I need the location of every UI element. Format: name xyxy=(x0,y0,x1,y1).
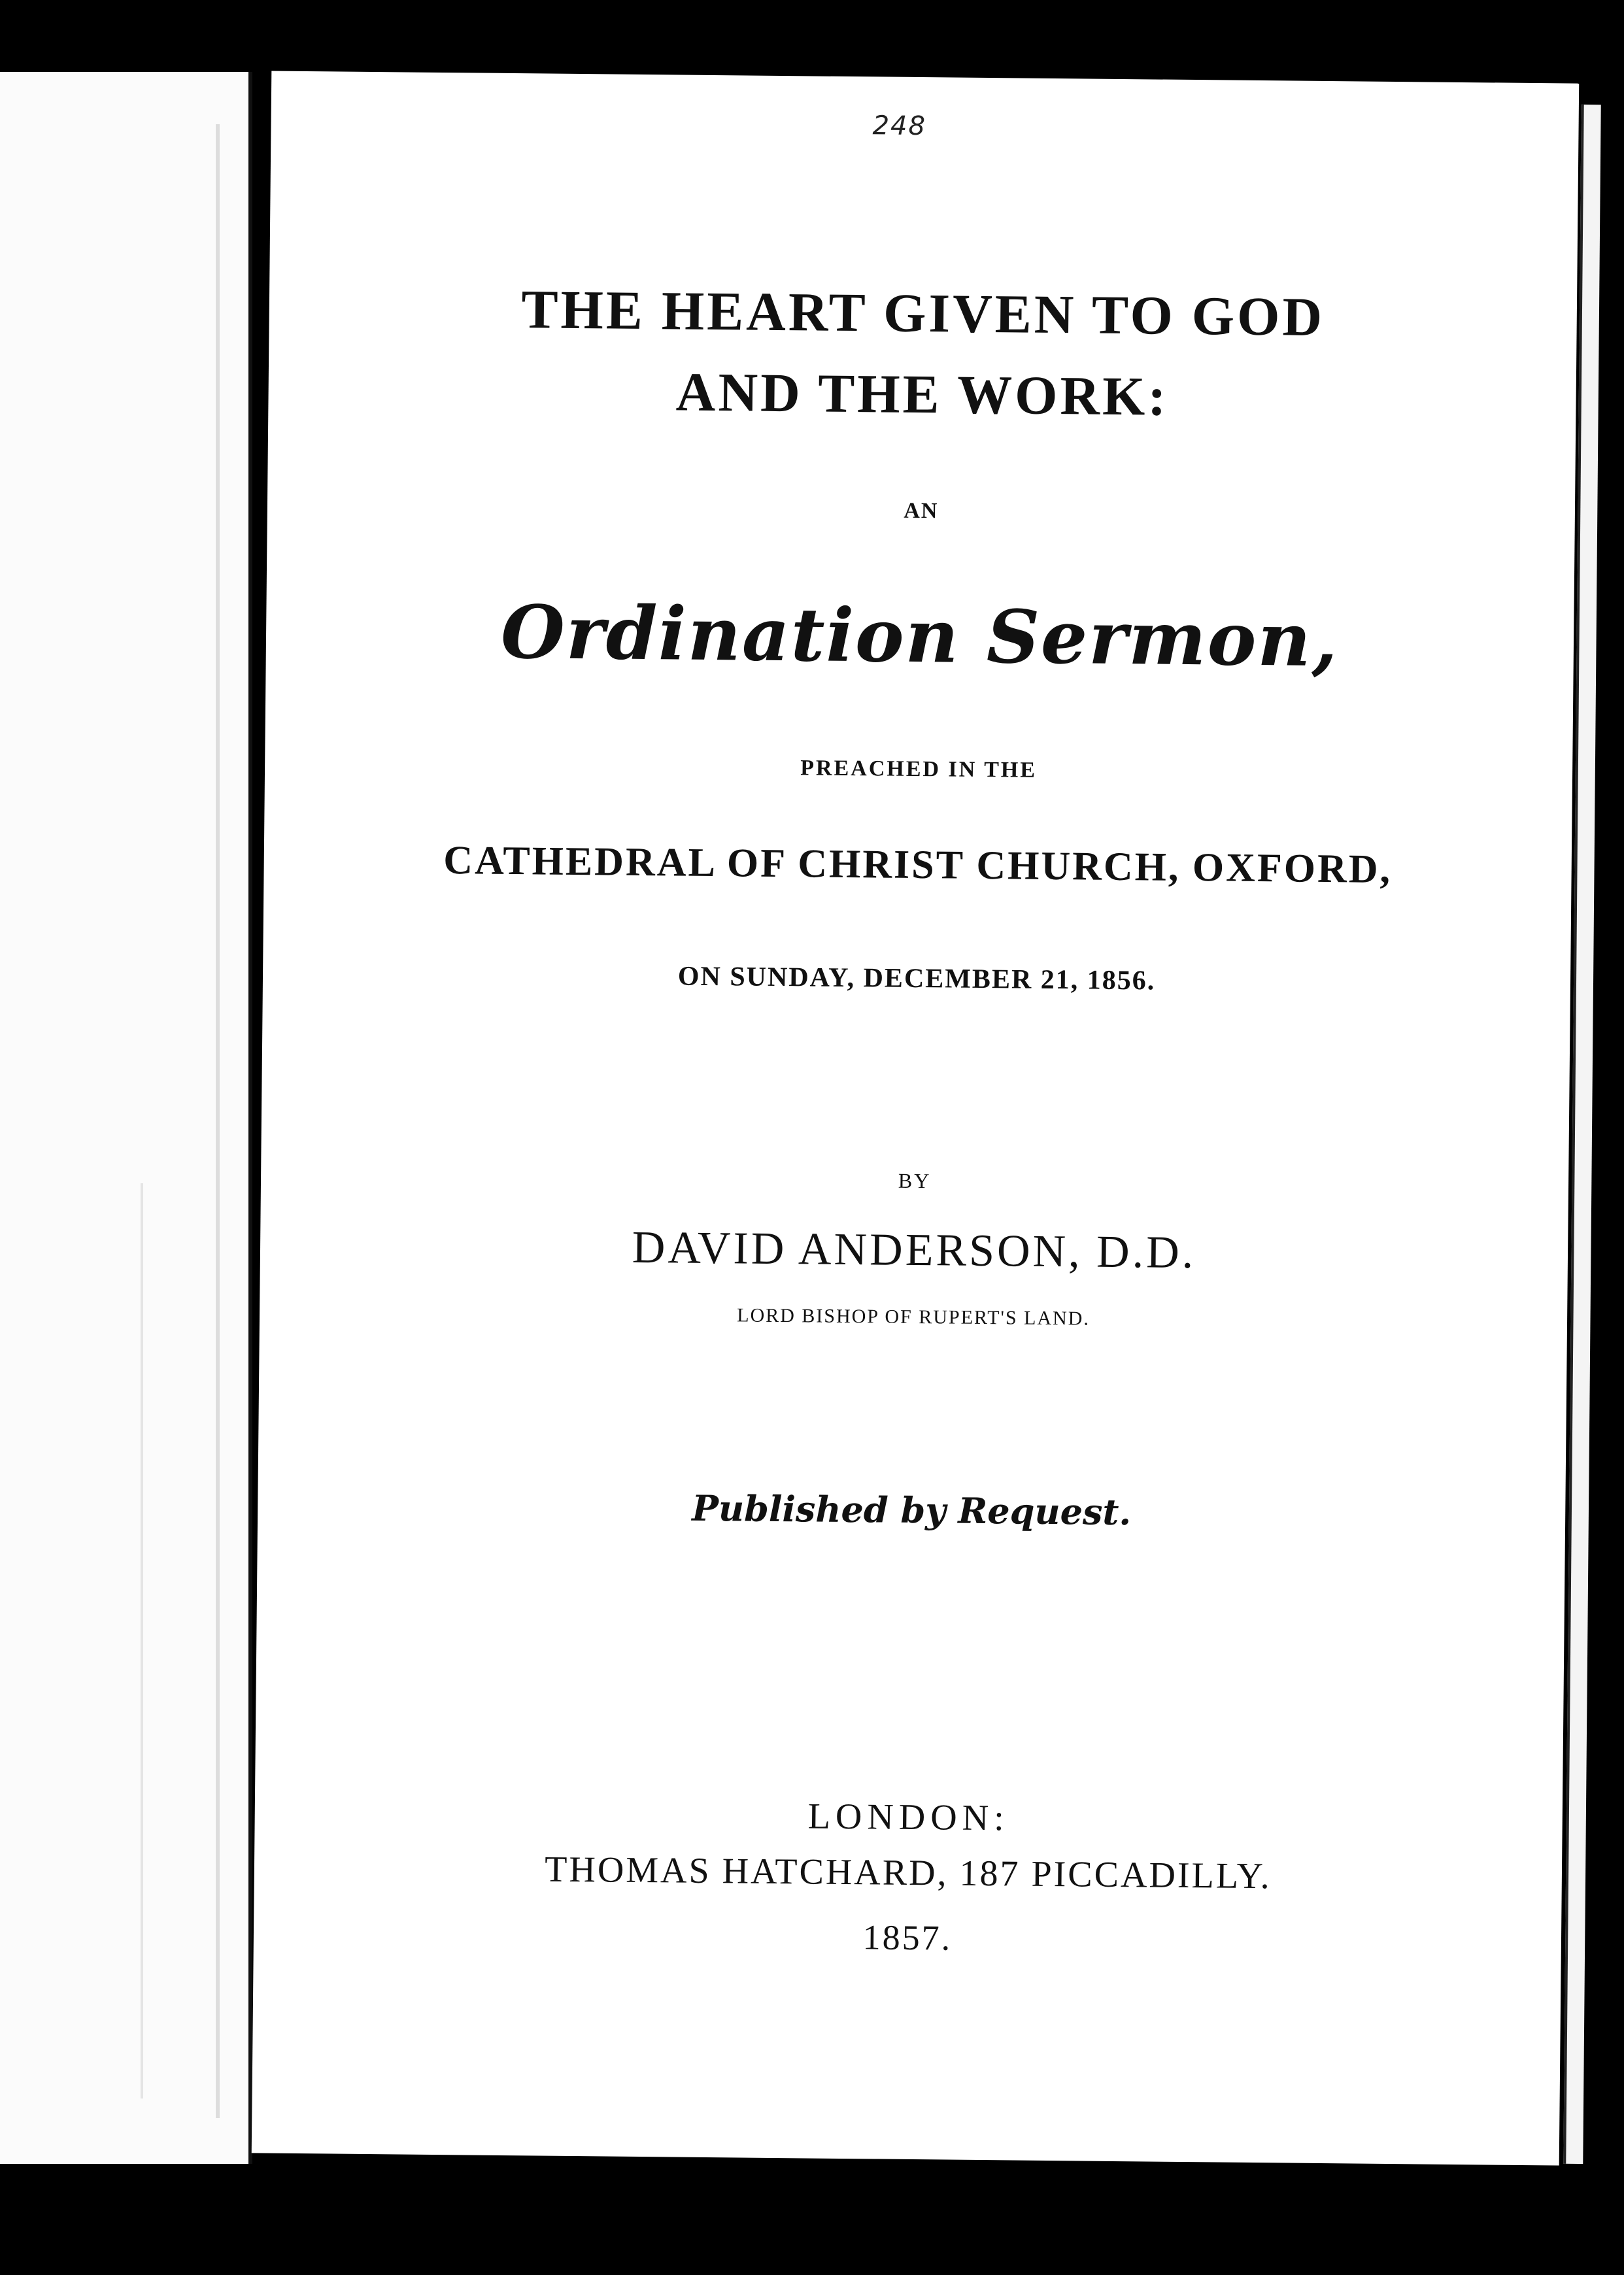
author-office: LORD BISHOP OF RUPERT'S LAND. xyxy=(737,1304,1091,1330)
page-fold-shadow xyxy=(216,124,220,2118)
handwritten-shelf-mark: 248 xyxy=(872,110,927,142)
page-crease xyxy=(141,1183,143,2098)
imprint-publisher: THOMAS HATCHARD, 187 PICCADILLY. xyxy=(544,1849,1272,1897)
preached-in-label: PREACHED IN THE xyxy=(800,756,1038,783)
author-name: DAVID ANDERSON, D.D. xyxy=(632,1222,1196,1279)
article-an: AN xyxy=(904,498,939,524)
title-line-2: AND THE WORK: xyxy=(675,362,1169,428)
imprint-city: LONDON: xyxy=(807,1796,1010,1839)
by-label: BY xyxy=(898,1168,932,1193)
book-title xyxy=(268,267,1577,441)
title-page xyxy=(252,71,1579,2165)
facing-blank-page xyxy=(0,72,252,2164)
imprint-year: 1857. xyxy=(862,1917,953,1958)
subtitle-ordination-sermon: Ordination Sermon, xyxy=(500,589,1340,684)
published-by-request: Published by Request. xyxy=(691,1487,1132,1534)
sermon-date: ON SUNDAY, DECEMBER 21, 1856. xyxy=(677,961,1156,996)
place-of-preaching: CATHEDRAL OF CHRIST CHURCH, OXFORD, xyxy=(443,838,1393,892)
title-line-1: THE HEART GIVEN TO GOD xyxy=(521,279,1325,348)
